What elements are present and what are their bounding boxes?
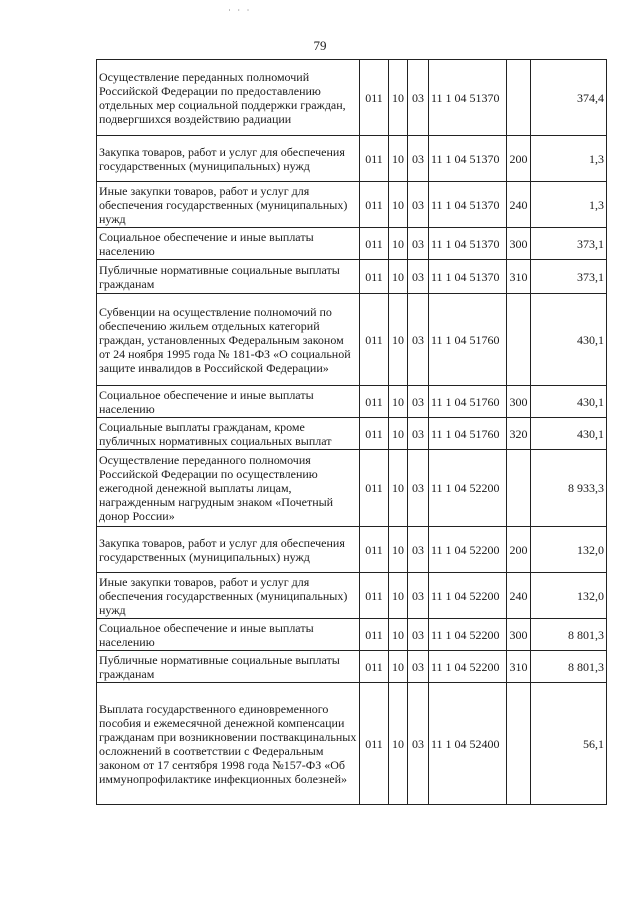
table-row [97, 619, 607, 651]
row-name-cell: Публичные нормативные социальные выплаты гражданам [97, 260, 360, 294]
row-section-code: 10 [389, 228, 408, 260]
row-section-code: 10 [389, 60, 408, 136]
row-amount: 430,1 [531, 294, 607, 386]
row-amount: 430,1 [531, 386, 607, 418]
row-section-code: 10 [389, 450, 408, 527]
row-target-article: 11 1 04 52200 [429, 619, 507, 651]
row-name-cell: Закупка товаров, работ и услуг для обеспечения государственных (муниципальных) нужд [97, 136, 360, 182]
table-row [97, 651, 607, 683]
row-amount: 8 801,3 [531, 619, 607, 651]
row-amount: 430,1 [531, 418, 607, 450]
row-section-code: 10 [389, 294, 408, 386]
row-target-article: 11 1 04 51760 [429, 294, 507, 386]
row-section-code: 10 [389, 260, 408, 294]
row-name-cell: Осуществление переданного полномочия Российской Федерации по осуществлению ежегодной денежной выплаты лицам, награжденным нагрудным знаком «Почетный донор России» [97, 450, 360, 527]
row-ministry-code: 011 [360, 683, 389, 805]
row-target-article: 11 1 04 51760 [429, 418, 507, 450]
row-section-code: 10 [389, 182, 408, 228]
row-amount: 1,3 [531, 136, 607, 182]
row-ministry-code: 011 [360, 260, 389, 294]
row-expense-type [507, 450, 531, 527]
row-subsection-code: 03 [408, 228, 429, 260]
row-ministry-code: 011 [360, 136, 389, 182]
row-section-code: 10 [389, 573, 408, 619]
row-target-article: 11 1 04 51760 [429, 386, 507, 418]
row-expense-type: 310 [507, 651, 531, 683]
row-amount: 374,4 [531, 60, 607, 136]
row-subsection-code: 03 [408, 683, 429, 805]
table-row [97, 260, 607, 294]
row-ministry-code: 011 [360, 450, 389, 527]
row-ministry-code: 011 [360, 294, 389, 386]
row-expense-type: 300 [507, 619, 531, 651]
row-expense-type: 310 [507, 260, 531, 294]
table-row [97, 527, 607, 573]
row-name-cell: Иные закупки товаров, работ и услуг для обеспечения государственных (муниципальных) нужд [97, 182, 360, 228]
row-name-cell: Закупка товаров, работ и услуг для обеспечения государственных (муниципальных) нужд [97, 527, 360, 573]
row-name-cell: Социальное обеспечение и иные выплаты населению [97, 619, 360, 651]
row-section-code: 10 [389, 386, 408, 418]
row-ministry-code: 011 [360, 418, 389, 450]
row-name-cell: Социальное обеспечение и иные выплаты населению [97, 386, 360, 418]
row-expense-type [507, 294, 531, 386]
row-target-article: 11 1 04 52200 [429, 527, 507, 573]
row-amount: 8 801,3 [531, 651, 607, 683]
row-subsection-code: 03 [408, 450, 429, 527]
row-name-cell: Субвенции на осуществление полномочий по обеспечению жильем отдельных категорий граждан, установленных Федеральным законом от 24 ноября 1995 года № 181-ФЗ «О социальной защите инвалидов в Российской Федерации» [97, 294, 360, 386]
row-amount: 8 933,3 [531, 450, 607, 527]
table-row [97, 386, 607, 418]
table-row [97, 294, 607, 386]
table-row [97, 228, 607, 260]
row-subsection-code: 03 [408, 136, 429, 182]
row-subsection-code: 03 [408, 619, 429, 651]
table-row [97, 450, 607, 527]
row-ministry-code: 011 [360, 527, 389, 573]
table-row [97, 136, 607, 182]
table-row [97, 182, 607, 228]
row-section-code: 10 [389, 651, 408, 683]
row-expense-type [507, 683, 531, 805]
row-expense-type: 300 [507, 228, 531, 260]
budget-table [96, 59, 607, 805]
row-ministry-code: 011 [360, 60, 389, 136]
row-target-article: 11 1 04 52200 [429, 573, 507, 619]
row-ministry-code: 011 [360, 386, 389, 418]
row-subsection-code: 03 [408, 60, 429, 136]
row-section-code: 10 [389, 527, 408, 573]
row-subsection-code: 03 [408, 182, 429, 228]
row-subsection-code: 03 [408, 651, 429, 683]
row-target-article: 11 1 04 52400 [429, 683, 507, 805]
row-target-article: 11 1 04 52200 [429, 651, 507, 683]
row-expense-type: 200 [507, 136, 531, 182]
row-subsection-code: 03 [408, 260, 429, 294]
row-ministry-code: 011 [360, 228, 389, 260]
row-expense-type: 240 [507, 182, 531, 228]
row-section-code: 10 [389, 418, 408, 450]
table-row [97, 418, 607, 450]
row-expense-type: 320 [507, 418, 531, 450]
row-target-article: 11 1 04 51370 [429, 60, 507, 136]
row-target-article: 11 1 04 51370 [429, 182, 507, 228]
row-amount: 132,0 [531, 527, 607, 573]
row-name-cell: Осуществление переданных полномочий Российской Федерации по предоставлению отдельных мер социальной поддержки граждан, подвергшихся воздействию радиации [97, 60, 360, 136]
row-name-cell: Социальные выплаты гражданам, кроме публичных нормативных социальных выплат [97, 418, 360, 450]
row-target-article: 11 1 04 52200 [429, 450, 507, 527]
row-ministry-code: 011 [360, 573, 389, 619]
row-section-code: 10 [389, 619, 408, 651]
table-row [97, 60, 607, 136]
row-ministry-code: 011 [360, 182, 389, 228]
row-target-article: 11 1 04 51370 [429, 228, 507, 260]
row-name-cell: Социальное обеспечение и иные выплаты населению [97, 228, 360, 260]
row-section-code: 10 [389, 136, 408, 182]
row-amount: 1,3 [531, 182, 607, 228]
row-ministry-code: 011 [360, 619, 389, 651]
table-row [97, 683, 607, 805]
row-expense-type [507, 60, 531, 136]
row-name-cell: Выплата государственного единовременного пособия и ежемесячной денежной компенсации гражданам при возникновении поствакцинальных осложнений в соответствии с Федеральным законом от 17 сентября 1998 года №157-ФЗ «Об иммунопрофилактике инфекционных болезней» [97, 683, 360, 805]
row-amount: 56,1 [531, 683, 607, 805]
budget-table-body [97, 60, 607, 805]
row-subsection-code: 03 [408, 573, 429, 619]
row-ministry-code: 011 [360, 651, 389, 683]
row-subsection-code: 03 [408, 294, 429, 386]
scan-marks: ˙ ˙ ˙ [228, 8, 252, 18]
row-amount: 132,0 [531, 573, 607, 619]
row-target-article: 11 1 04 51370 [429, 136, 507, 182]
row-target-article: 11 1 04 51370 [429, 260, 507, 294]
row-expense-type: 240 [507, 573, 531, 619]
row-subsection-code: 03 [408, 527, 429, 573]
row-section-code: 10 [389, 683, 408, 805]
row-expense-type: 200 [507, 527, 531, 573]
page-number: 79 [313, 38, 327, 53]
row-amount: 373,1 [531, 228, 607, 260]
row-name-cell: Иные закупки товаров, работ и услуг для обеспечения государственных (муниципальных) нужд [97, 573, 360, 619]
row-name-cell: Публичные нормативные социальные выплаты гражданам [97, 651, 360, 683]
row-subsection-code: 03 [408, 386, 429, 418]
row-expense-type: 300 [507, 386, 531, 418]
row-amount: 373,1 [531, 260, 607, 294]
table-row [97, 573, 607, 619]
row-subsection-code: 03 [408, 418, 429, 450]
